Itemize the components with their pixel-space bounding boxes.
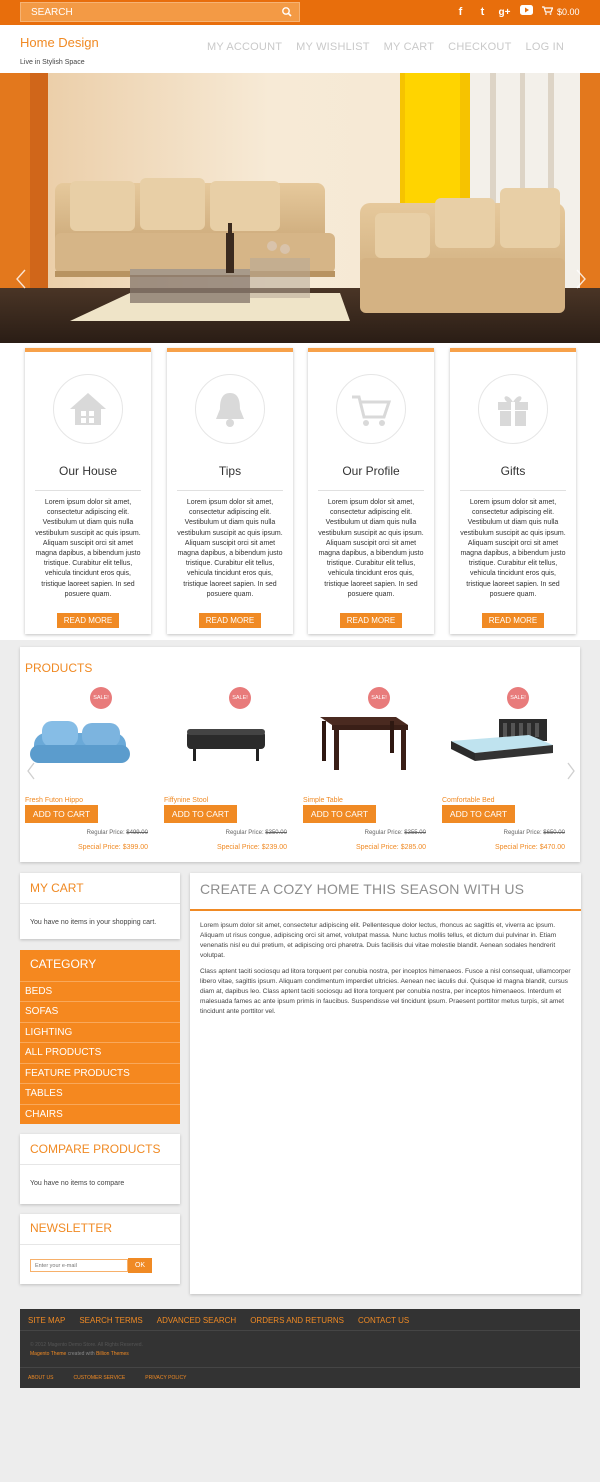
facebook-icon[interactable]: f	[458, 6, 463, 18]
site-tagline: Live in Stylish Space	[20, 59, 85, 66]
content-paragraph: Class aptent taciti sociosqu ad litora torquent per conubia nostra, per inceptos himenaeos. Fusce a nisl consequat, ullamcorper libero vitae, sagittis ipsum. Aliquam condimentum imperdiet ultricies. Aenean nec iaculis dui. Quisque id magna blandit, cursus diam at, dapibus leo. Class aptent taciti sociosqu ad litora torquent per conubia nostra, per inceptos himenaeos. Interdum et malesuada fames ac ante ipsum primis in faucibus. Suspendisse vel tincidunt ipsum. Praesent porttitor metus turpis, sit amet tincidunt ante porttitor vel.	[200, 968, 571, 1015]
google-plus-icon[interactable]: g+	[498, 7, 511, 18]
products-title: PRODUCTS	[25, 661, 93, 675]
compare-products-title: COMPARE PRODUCTS	[30, 1142, 161, 1156]
hero-slider[interactable]	[0, 73, 600, 343]
top-bar	[0, 0, 600, 25]
nav-my-cart[interactable]: MY CART	[383, 41, 435, 53]
special-price: Special Price: $470.00	[494, 844, 565, 851]
sale-badge: SALE!	[507, 687, 529, 709]
footer-link-site-map[interactable]: SITE MAP	[28, 1316, 66, 1325]
add-to-cart-button[interactable]: ADD TO CART	[303, 805, 376, 823]
special-price: Special Price: $239.00	[216, 844, 287, 851]
nav-my-account[interactable]: MY ACCOUNT	[207, 41, 283, 53]
footer-link-contact-us[interactable]: CONTACT US	[357, 1316, 410, 1325]
feature-gifts	[450, 348, 576, 634]
special-price: Special Price: $285.00	[355, 844, 426, 851]
feature-our-profile	[308, 348, 434, 634]
product-image-stool[interactable]	[159, 705, 292, 775]
sale-badge: SALE!	[229, 687, 251, 709]
footer-link-advanced-search[interactable]: ADVANCED SEARCH	[156, 1316, 237, 1325]
product-name[interactable]: Comfortable Bed	[442, 797, 495, 804]
my-cart-block	[20, 873, 180, 939]
category-item-chairs[interactable]: CHAIRS	[20, 1104, 180, 1124]
main-content	[190, 873, 581, 1294]
add-to-cart-button[interactable]: ADD TO CART	[164, 805, 237, 823]
compare-empty-text: You have no items to compare	[30, 1180, 125, 1187]
feature-title: Gifts	[500, 464, 526, 478]
feature-divider	[460, 490, 566, 491]
product-card[interactable]	[159, 687, 292, 862]
category-item-feature-products[interactable]: FEATURE PRODUCTS	[20, 1063, 180, 1083]
hero-prev-icon[interactable]	[14, 268, 28, 290]
product-image-futon[interactable]	[20, 705, 153, 775]
block-divider	[20, 1244, 180, 1245]
cart-icon	[336, 374, 406, 444]
footer-link-privacy-policy[interactable]: PRIVACY POLICY	[145, 1375, 187, 1381]
sale-badge: SALE!	[90, 687, 112, 709]
hero-living-room-image	[0, 73, 600, 343]
category-item-lighting[interactable]: LIGHTING	[20, 1022, 180, 1042]
feature-our-house	[25, 348, 151, 634]
newsletter-ok-button[interactable]: OK	[128, 1258, 152, 1273]
credit-text: Magento Theme created with Billion Themes	[30, 1351, 129, 1357]
read-more-button[interactable]: READ MORE	[57, 613, 119, 628]
gift-icon	[478, 374, 548, 444]
page-title: CREATE A COZY HOME THIS SEASON WITH US	[200, 881, 525, 897]
feature-tips	[167, 348, 293, 634]
special-price: Special Price: $399.00	[77, 844, 148, 851]
house-icon	[53, 374, 123, 444]
feature-divider	[35, 490, 141, 491]
feature-divider	[177, 490, 283, 491]
product-card[interactable]	[20, 687, 153, 862]
search-input[interactable]	[21, 3, 276, 21]
copyright-text: © 2012 Magento Demo Store. All Rights Reserved.	[30, 1342, 143, 1348]
regular-price: Regular Price: $499.00	[86, 830, 148, 836]
footer-link-search-terms[interactable]: SEARCH TERMS	[79, 1316, 143, 1325]
feature-divider	[318, 490, 424, 491]
feature-text: Lorem ipsum dolor sit amet, consectetur adipiscing elit. Vestibulum ut diam quis nulla vestibulum suscipit ac quis ipsum. Aliquam suscipit orci sit amet magna dapibus, a bibendum justo tristique. Curabitur elit tellus, vehicula tincidunt eros quis, tristique laoreet sapien. In sed posuere quam.	[177, 499, 283, 598]
cart-total: $0.00	[557, 7, 580, 17]
regular-price: Regular Price: $650.00	[503, 830, 565, 836]
feature-title: Tips	[218, 464, 242, 478]
products-carousel	[20, 647, 580, 862]
regular-price: Regular Price: $355.00	[364, 830, 426, 836]
newsletter-email-input[interactable]	[30, 1259, 128, 1272]
footer-link-customer-service[interactable]: CUSTOMER SERVICE	[73, 1375, 126, 1381]
feature-section	[0, 343, 600, 640]
read-more-button[interactable]: READ MORE	[340, 613, 402, 628]
credit-author-link[interactable]: Billion Themes	[96, 1351, 129, 1357]
product-image-table[interactable]	[298, 705, 431, 775]
product-name[interactable]: Fresh Futon Hippo	[25, 797, 83, 804]
content-paragraph: Lorem ipsum dolor sit amet, consectetur adipiscing elit. Pellentesque dolor lectus, rhoncus ac sagittis et, viverra ac ipsum. Aliquam ut risus congue, adipiscing orci sit amet, volutpat massa. Nunc luctus mollis tellus, et dictum dui pulvinar in. Etiam venenatis nisl eu dui pretium, et adipiscing orci pharetra. Duis facilisis dui vitae molestie blandit. Aenean sodales hendrerit volutpat.	[200, 922, 557, 959]
add-to-cart-button[interactable]: ADD TO CART	[442, 805, 515, 823]
shopping-cart-icon	[542, 5, 553, 20]
hero-next-icon[interactable]	[574, 268, 588, 290]
footer	[20, 1309, 580, 1388]
read-more-button[interactable]: READ MORE	[482, 613, 544, 628]
my-cart-title: MY CART	[30, 881, 84, 895]
newsletter-title: NEWSLETTER	[30, 1221, 113, 1235]
feature-text: Lorem ipsum dolor sit amet, consectetur adipiscing elit. Vestibulum ut diam quis nulla vestibulum suscipit ac quis ipsum. Aliquam suscipit orci sit amet magna dapibus, a bibendum justo tristique. Curabitur elit tellus, vehicula tincidunt eros quis, tristique laoreet sapien. In sed posuere quam.	[35, 499, 141, 598]
search-box	[20, 2, 300, 22]
category-block	[20, 950, 180, 1124]
site-logo[interactable]: Home Design	[20, 35, 99, 50]
read-more-button[interactable]: READ MORE	[199, 613, 261, 628]
category-title: CATEGORY	[30, 957, 97, 971]
youtube-icon[interactable]	[519, 5, 534, 20]
product-name[interactable]: Fiffynine Stool	[164, 797, 209, 804]
footer-bottom-links	[28, 1375, 186, 1381]
title-underline	[190, 909, 581, 911]
footer-divider	[20, 1367, 580, 1368]
footer-divider	[20, 1330, 580, 1331]
compare-products-block	[20, 1134, 180, 1204]
category-item-tables[interactable]: TABLES	[20, 1083, 180, 1103]
product-name[interactable]: Simple Table	[303, 797, 343, 804]
sale-badge: SALE!	[368, 687, 390, 709]
product-image-bed[interactable]	[437, 705, 570, 775]
block-divider	[20, 903, 180, 904]
add-to-cart-button[interactable]: ADD TO CART	[25, 805, 98, 823]
credit-theme-link[interactable]: Magento Theme	[30, 1351, 67, 1357]
feature-title: Our House	[58, 464, 118, 478]
feature-title: Our Profile	[342, 464, 400, 478]
footer-link-about-us[interactable]: ABOUT US	[28, 1375, 54, 1381]
bell-icon	[195, 374, 265, 444]
regular-price: Regular Price: $350.00	[225, 830, 287, 836]
nav-checkout[interactable]: CHECKOUT	[448, 41, 512, 53]
product-card[interactable]	[437, 687, 570, 862]
category-item-beds[interactable]: BEDS	[20, 981, 180, 1001]
nav-my-wishlist[interactable]: MY WISHLIST	[296, 41, 370, 53]
feature-text: Lorem ipsum dolor sit amet, consectetur adipiscing elit. Vestibulum ut diam quis nulla vestibulum suscipit ac quis ipsum. Aliquam suscipit orci sit amet magna dapibus, a bibendum justo tristique. Curabitur elit tellus, vehicula tincidunt eros quis, tristique laoreet sapien. In sed posuere quam.	[318, 499, 424, 598]
header	[0, 25, 600, 73]
block-divider	[20, 1164, 180, 1165]
product-card[interactable]	[298, 687, 431, 862]
account-nav	[207, 41, 564, 53]
nav-log-in[interactable]: LOG IN	[525, 41, 564, 53]
search-icon[interactable]	[279, 5, 295, 19]
top-cart[interactable]	[542, 5, 580, 20]
cart-empty-text: You have no items in your shopping cart.	[30, 919, 157, 926]
newsletter-block	[20, 1214, 180, 1284]
footer-link-orders-returns[interactable]: ORDERS AND RETURNS	[250, 1316, 344, 1325]
twitter-icon[interactable]: t	[480, 6, 485, 18]
category-item-sofas[interactable]: SOFAS	[20, 1001, 180, 1021]
category-item-all-products[interactable]: ALL PRODUCTS	[20, 1042, 180, 1062]
feature-text: Lorem ipsum dolor sit amet, consectetur adipiscing elit. Vestibulum ut diam quis nulla vestibulum suscipit ac quis ipsum. Aliquam suscipit orci sit amet magna dapibus, a bibendum justo tristique. Curabitur elit tellus, vehicula tincidunt eros quis, tristique laoreet sapien. In sed posuere quam.	[460, 499, 566, 598]
footer-links	[28, 1316, 409, 1325]
